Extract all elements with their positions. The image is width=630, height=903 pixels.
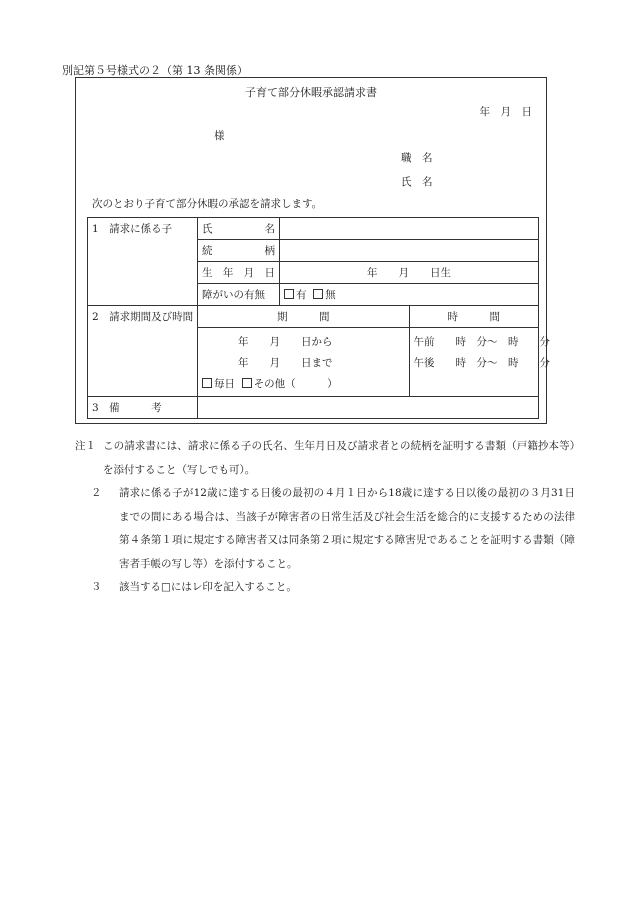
table-row (88, 306, 539, 328)
table-row (88, 218, 539, 240)
section-label-remarks: 3 備 考 (88, 397, 198, 419)
intro-text: 次のとおり子育て部分休暇の承認を請求します。 (92, 198, 323, 210)
notes-section (75, 435, 575, 600)
addressee-field[interactable]: 様 (214, 130, 225, 142)
section-label-period: 2 請求期間及び時間 (88, 306, 198, 397)
period-cell (198, 328, 410, 397)
frequency-options (202, 374, 405, 395)
option-other-label: その他（ ） (253, 378, 338, 390)
option-no-label: 無 (325, 289, 336, 301)
date-field[interactable]: 年 月 日 (479, 106, 532, 118)
note-item: 注１ この請求書には、請求に係る子の氏名、生年月日及び請求者との続柄を証明する書類（戸籍抄本等）を添付すること（写しでも可）。 (75, 440, 575, 476)
table-row (88, 397, 539, 419)
relationship-input[interactable] (280, 240, 539, 262)
request-form-frame (75, 77, 550, 424)
time-cell (409, 328, 550, 397)
period-header: 期 間 (198, 306, 410, 328)
form-title: 子育て部分休暇承認請求書 (245, 86, 377, 99)
birthdate-input[interactable]: 年 月 日生 (280, 262, 539, 284)
disability-options (280, 284, 539, 306)
period-from-field[interactable]: 年 月 日から (238, 336, 333, 348)
row-label-relationship: 続 柄 (198, 240, 280, 262)
checkbox-other[interactable] (242, 378, 252, 388)
job-title-field[interactable]: 職 名 (401, 152, 433, 164)
checkbox-yes[interactable] (284, 289, 294, 299)
time-header: 時 間 (409, 306, 539, 328)
section-label-child: 1 請求に係る子 (88, 218, 198, 306)
note-item: ３ 該当する□にはレ印を記入すること。 (91, 581, 297, 593)
am-time-field[interactable]: 午前 時 分～ 時 分 (413, 336, 550, 348)
row-label-child-name: 氏 名 (198, 218, 280, 240)
period-to-field[interactable]: 年 月 日まで (238, 357, 333, 369)
form-number-label: 別記第５号様式の２（第 13 条関係） (62, 64, 248, 77)
row-label-birthdate: 生 年 月 日 (198, 262, 280, 284)
row-label-disability: 障がいの有無 (198, 284, 280, 306)
note-item: ２ 請求に係る子が12歳に達する日後の最初の４月１日から18歳に達する日以後の最初の３月31日までの間にある場合は、当該子が障害者の日常生活及び社会生活を総合的に支援するための法律第４条第１項に規定する障害者又は同条第２項に規定する障害児であることを証明する書類（障害者手帳の写し等）を添付すること。 (91, 487, 575, 570)
option-daily-label: 毎日 (214, 378, 235, 390)
pm-time-field[interactable]: 午後 時 分～ 時 分 (413, 357, 550, 369)
request-table (87, 217, 550, 419)
checkbox-daily[interactable] (202, 378, 212, 388)
applicant-name-field[interactable]: 氏 名 (401, 176, 433, 188)
remarks-input[interactable] (198, 397, 539, 419)
child-name-input[interactable] (280, 218, 539, 240)
option-yes-label: 有 (296, 289, 307, 301)
checkbox-no[interactable] (313, 289, 323, 299)
